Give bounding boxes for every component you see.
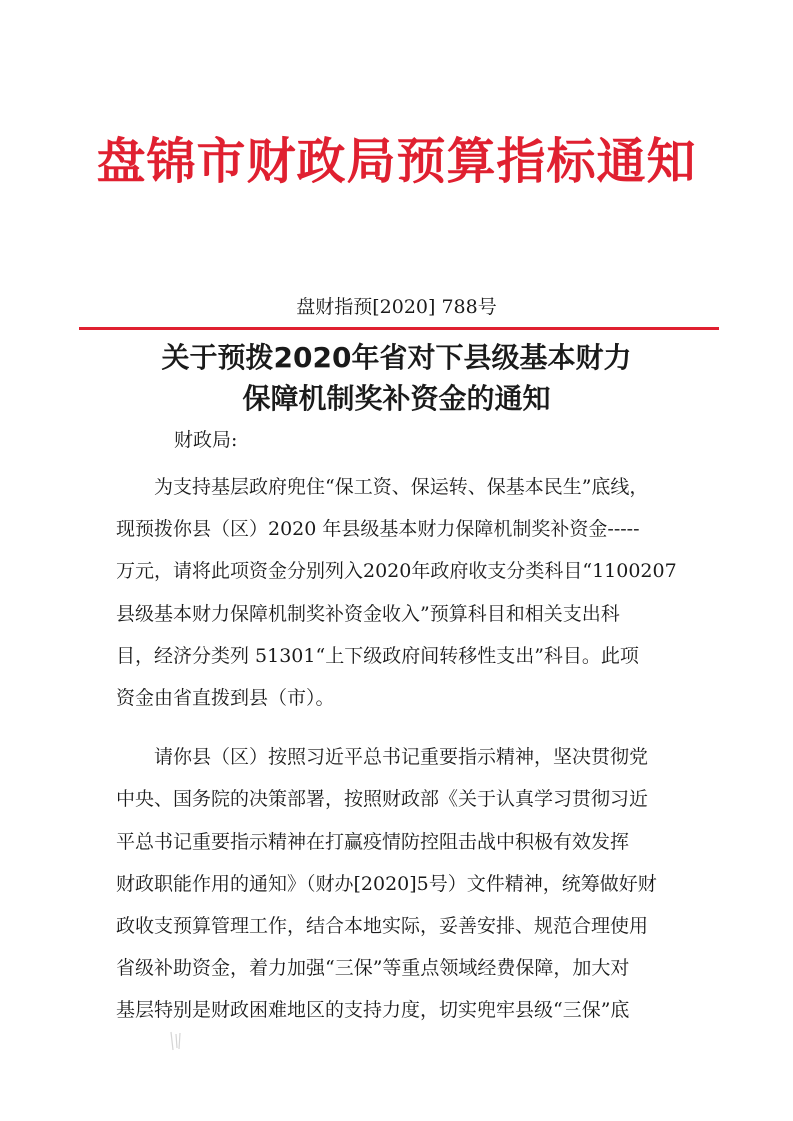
paragraph: [116, 466, 690, 719]
paragraph: [116, 736, 690, 1031]
paragraph-line: 中央、国务院的决策部署，按照财政部《关于认真学习贯彻习近: [116, 788, 649, 811]
paragraph-line: 政收支预算管理工作，结合本地实际，妥善安排、规范合理使用: [116, 914, 649, 937]
red-separator-line: [79, 327, 719, 330]
paragraph-line: 目，经济分类列 51301“上下级政府间转移性支出”科目。此项: [116, 644, 639, 667]
paragraph-line: 资金由省直拨到县（市）。: [116, 686, 335, 709]
paragraph-line: 平总书记重要指示精神在打赢疫情防控阻击战中积极有效发挥: [116, 830, 630, 853]
paragraph-line: 县级基本财力保障机制奖补资金收入”预算科目和相关支出科: [116, 602, 620, 625]
title-line: 保障机制奖补资金的通知: [242, 382, 551, 415]
document-title: [0, 337, 793, 419]
paragraph-line: 基层特别是财政困难地区的支持力度，切实兜牢县级“三保”底: [116, 999, 630, 1022]
paragraph-line: 为支持基层政府兜住“保工资、保运转、保基本民生”底线，: [154, 476, 649, 498]
paragraph-line: 财政职能作用的通知》（财办[2020]5号）文件精神，统筹做好财: [116, 872, 657, 895]
salutation: 财政局:: [174, 429, 238, 451]
paragraph-line: 省级补助资金，着力加强“三保”等重点领域经费保障，加大对: [116, 957, 630, 980]
masthead: 盘锦市财政局预算指标通知: [96, 133, 697, 190]
scan-smudge-mark: [168, 1030, 184, 1052]
paragraph-line: 现预拨你县（区）2020 年县级基本财力保障机制奖补资金-----: [116, 518, 640, 541]
paragraph-line: 请你县（区）按照习近平总书记重要指示精神，坚决贯彻党: [154, 746, 649, 769]
paragraph-line: 万元，请将此项资金分别列入2020年政府收支分类科目“1100207: [116, 560, 677, 583]
title-line: 关于预拨2020年省对下县级基本财力: [161, 341, 632, 374]
body-text: [116, 466, 690, 1048]
document-number: 盘财指预[2020] 788号: [296, 296, 497, 318]
